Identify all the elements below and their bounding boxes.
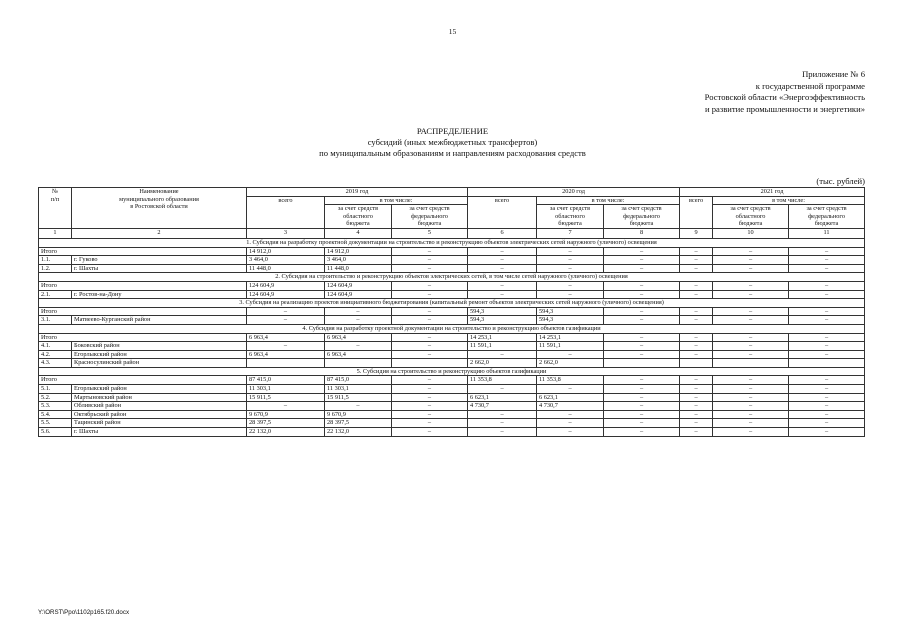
total-row — [39, 247, 865, 256]
value-cell: – — [247, 402, 325, 411]
column-number: 11 — [789, 228, 865, 238]
value-cell: – — [604, 256, 680, 265]
value-cell: – — [789, 264, 865, 273]
value-cell: – — [468, 410, 537, 419]
municipality-name: г. Шахты — [72, 264, 247, 273]
value-cell: – — [468, 428, 537, 437]
total-row — [39, 376, 865, 385]
value-cell: – — [604, 290, 680, 299]
value-cell: – — [468, 256, 537, 265]
value-cell: – — [789, 256, 865, 265]
value-cell: – — [789, 290, 865, 299]
value-cell: – — [468, 419, 537, 428]
value-cell: – — [713, 428, 789, 437]
value-cell: 11 353,8 — [537, 376, 604, 385]
section-row — [39, 273, 865, 282]
value-cell: – — [789, 350, 865, 359]
header-year-2020: 2020 год — [468, 188, 680, 197]
value-cell: 11 448,0 — [247, 264, 325, 273]
table-row — [39, 428, 865, 437]
title-heading: РАСПРЕДЕЛЕНИЕ — [416, 126, 489, 136]
value-cell: – — [392, 385, 468, 394]
value-cell: – — [604, 376, 680, 385]
value-cell: 124 604,9 — [325, 281, 392, 290]
value-cell: – — [680, 307, 713, 316]
row-label: Итого — [39, 376, 247, 385]
value-cell: – — [604, 350, 680, 359]
table-row — [39, 256, 865, 265]
row-number: 4.3. — [39, 359, 72, 368]
value-cell: – — [680, 402, 713, 411]
value-cell: – — [392, 428, 468, 437]
value-cell: – — [468, 264, 537, 273]
row-label: Итого — [39, 281, 247, 290]
value-cell: 11 303,1 — [247, 385, 325, 394]
value-cell: 22 132,0 — [247, 428, 325, 437]
table-row — [39, 316, 865, 325]
value-cell: – — [713, 281, 789, 290]
value-cell: 87 415,0 — [325, 376, 392, 385]
municipality-name: г. Шахты — [72, 428, 247, 437]
value-cell: 11 303,1 — [325, 385, 392, 394]
header-name: Наименование муниципального образования в Ростовской области — [72, 188, 247, 229]
value-cell: – — [604, 264, 680, 273]
table-row — [39, 264, 865, 273]
value-cell: – — [537, 419, 604, 428]
total-row — [39, 281, 865, 290]
column-number: 1 — [39, 228, 72, 238]
value-cell: – — [604, 281, 680, 290]
header-year-2021: 2021 год — [680, 188, 865, 197]
value-cell: – — [604, 402, 680, 411]
value-cell: – — [604, 410, 680, 419]
value-cell: – — [392, 393, 468, 402]
value-cell: 87 415,0 — [247, 376, 325, 385]
table-row — [39, 402, 865, 411]
value-cell — [392, 359, 468, 368]
value-cell: – — [789, 402, 865, 411]
value-cell: – — [789, 393, 865, 402]
value-cell — [713, 359, 789, 368]
value-cell: 124 604,9 — [325, 290, 392, 299]
value-cell: – — [713, 307, 789, 316]
value-cell: – — [537, 264, 604, 273]
value-cell: – — [680, 419, 713, 428]
value-cell: – — [680, 350, 713, 359]
column-number: 5 — [392, 228, 468, 238]
value-cell: 6 963,4 — [247, 333, 325, 342]
value-cell: – — [680, 264, 713, 273]
value-cell: – — [604, 307, 680, 316]
value-cell: – — [468, 290, 537, 299]
value-cell: – — [247, 316, 325, 325]
value-cell: – — [680, 316, 713, 325]
value-cell: 15 911,5 — [247, 393, 325, 402]
value-cell: 4 730,7 — [537, 402, 604, 411]
column-number: 9 — [680, 228, 713, 238]
value-cell: – — [392, 402, 468, 411]
header-total: всего — [680, 196, 713, 228]
value-cell: – — [713, 247, 789, 256]
value-cell: – — [468, 350, 537, 359]
header-incl: в том числе: — [537, 196, 680, 205]
value-cell: – — [392, 316, 468, 325]
value-cell: – — [604, 385, 680, 394]
value-cell: – — [680, 410, 713, 419]
value-cell: – — [537, 428, 604, 437]
section-title: 4. Субсидия на разработку проектной документации на строительство и реконструкцию объектов газификации — [39, 324, 865, 333]
value-cell: – — [713, 350, 789, 359]
column-numbers-row — [39, 228, 865, 238]
value-cell: – — [537, 290, 604, 299]
value-cell: – — [713, 333, 789, 342]
municipality-name: Красносулинский район — [72, 359, 247, 368]
column-number: 4 — [325, 228, 392, 238]
value-cell: – — [325, 316, 392, 325]
table-row — [39, 419, 865, 428]
table-body — [39, 238, 865, 436]
table-row — [39, 410, 865, 419]
header-regional: за счет средств областного бюджета — [713, 205, 789, 229]
value-cell: 14 253,1 — [537, 333, 604, 342]
value-cell: – — [680, 333, 713, 342]
value-cell: – — [713, 290, 789, 299]
municipality-name: Мартыновский район — [72, 393, 247, 402]
table-row — [39, 385, 865, 394]
value-cell: 2 662,0 — [537, 359, 604, 368]
table-row — [39, 350, 865, 359]
row-number: 5.4. — [39, 410, 72, 419]
value-cell: – — [325, 402, 392, 411]
distribution-table — [38, 187, 865, 437]
page-number: 15 — [448, 27, 457, 36]
section-title: 5. Субсидия на строительство и реконструкцию объектов газификации — [39, 367, 865, 376]
header-total: всего — [468, 196, 537, 228]
value-cell: 594,3 — [468, 307, 537, 316]
row-number: 5.6. — [39, 428, 72, 437]
value-cell: 6 963,4 — [247, 350, 325, 359]
annex-line: Ростовской области «Энергоэффективность — [704, 92, 865, 102]
header-year-2019: 2019 год — [247, 188, 468, 197]
municipality-name: Обливский район — [72, 402, 247, 411]
value-cell: – — [713, 385, 789, 394]
value-cell: – — [537, 385, 604, 394]
municipality-name: Егорлыкский район — [72, 385, 247, 394]
header-incl: в том числе: — [325, 196, 468, 205]
value-cell: 6 963,4 — [325, 333, 392, 342]
value-cell: – — [713, 316, 789, 325]
value-cell: – — [789, 419, 865, 428]
value-cell: 9 670,9 — [247, 410, 325, 419]
value-cell: – — [392, 307, 468, 316]
value-cell: – — [468, 281, 537, 290]
header-regional: за счет средств областного бюджета — [325, 205, 392, 229]
header-federal: за счет средств федерального бюджета — [789, 205, 865, 229]
value-cell: – — [537, 410, 604, 419]
row-label: Итого — [39, 333, 247, 342]
value-cell: 594,3 — [537, 316, 604, 325]
column-number: 6 — [468, 228, 537, 238]
value-cell: – — [537, 350, 604, 359]
municipality-name: г. Ростов-на-Дону — [72, 290, 247, 299]
value-cell: – — [537, 256, 604, 265]
municipality-name: Тацинский район — [72, 419, 247, 428]
value-cell: – — [392, 247, 468, 256]
value-cell: – — [468, 385, 537, 394]
value-cell: 4 730,7 — [468, 402, 537, 411]
value-cell: 3 464,0 — [325, 256, 392, 265]
row-number: 1.1. — [39, 256, 72, 265]
section-row — [39, 367, 865, 376]
value-cell: – — [392, 290, 468, 299]
value-cell: 124 604,9 — [247, 290, 325, 299]
value-cell: – — [392, 264, 468, 273]
value-cell: – — [392, 281, 468, 290]
file-path: Y:\ORST\Ppo\1102p165.f20.docx — [38, 609, 130, 616]
annex-block — [705, 69, 865, 115]
value-cell: – — [713, 402, 789, 411]
value-cell: – — [392, 256, 468, 265]
row-label: Итого — [39, 307, 247, 316]
annex-line: к государственной программе — [755, 80, 865, 91]
value-cell: – — [537, 247, 604, 256]
value-cell: 28 397,5 — [325, 419, 392, 428]
column-number: 2 — [72, 228, 247, 238]
section-title: 1. Субсидия на разработку проектной документации на строительство и реконструкцию объектов электрических сетей наружного (уличного) освещения — [39, 238, 865, 247]
header-no: № п/п — [39, 188, 72, 229]
value-cell: – — [680, 290, 713, 299]
value-cell: – — [392, 350, 468, 359]
value-cell: 14 253,1 — [468, 333, 537, 342]
value-cell: – — [680, 281, 713, 290]
value-cell: – — [713, 410, 789, 419]
row-number: 5.1. — [39, 385, 72, 394]
section-title: 2. Субсидия на строительство и реконструкцию объектов электрических сетей, в том числе сетей наружного (уличного) освещения — [39, 273, 865, 282]
total-row — [39, 333, 865, 342]
value-cell: – — [680, 376, 713, 385]
value-cell: – — [392, 410, 468, 419]
value-cell: 15 911,5 — [325, 393, 392, 402]
value-cell: 124 604,9 — [247, 281, 325, 290]
table-row — [39, 393, 865, 402]
value-cell: – — [789, 316, 865, 325]
value-cell: – — [680, 256, 713, 265]
value-cell: – — [392, 376, 468, 385]
value-cell — [325, 359, 392, 368]
section-title: 3. Субсидия на реализацию проектов инициативного бюджетирования (капитальный ремонт объектов электрических сетей наружного (уличного) освещения) — [39, 299, 865, 308]
value-cell: – — [680, 393, 713, 402]
value-cell: – — [680, 342, 713, 351]
column-number: 10 — [713, 228, 789, 238]
table-row — [39, 359, 865, 368]
value-cell: – — [680, 428, 713, 437]
value-cell: – — [325, 307, 392, 316]
municipality-name: Боковский район — [72, 342, 247, 351]
annex-line: и развитие промышленности и энергетики» — [704, 103, 865, 114]
value-cell: – — [604, 428, 680, 437]
section-row — [39, 299, 865, 308]
section-row — [39, 324, 865, 333]
value-cell: – — [713, 256, 789, 265]
value-cell: – — [713, 393, 789, 402]
value-cell: – — [789, 385, 865, 394]
table-header — [39, 188, 865, 239]
header-incl: в том числе: — [713, 196, 865, 205]
value-cell — [680, 359, 713, 368]
value-cell: – — [713, 376, 789, 385]
document-title — [0, 126, 905, 159]
column-number: 3 — [247, 228, 325, 238]
value-cell: 28 397,5 — [247, 419, 325, 428]
header-regional: за счет средств областного бюджета — [537, 205, 604, 229]
value-cell: – — [713, 419, 789, 428]
value-cell: – — [680, 385, 713, 394]
column-number: 8 — [604, 228, 680, 238]
value-cell — [247, 359, 325, 368]
value-cell: 3 464,0 — [247, 256, 325, 265]
row-label: Итого — [39, 247, 247, 256]
value-cell: 6 623,1 — [537, 393, 604, 402]
value-cell: – — [789, 333, 865, 342]
row-number: 2.1. — [39, 290, 72, 299]
value-cell: – — [325, 342, 392, 351]
municipality-name: г. Гуково — [72, 256, 247, 265]
value-cell: – — [680, 247, 713, 256]
header-federal: за счет средств федерального бюджета — [392, 205, 468, 229]
row-number: 1.2. — [39, 264, 72, 273]
value-cell: – — [789, 307, 865, 316]
municipality-name: Егорлыкский район — [72, 350, 247, 359]
header-total: всего — [247, 196, 325, 228]
value-cell: – — [789, 281, 865, 290]
header-federal: за счет средств федерального бюджета — [604, 205, 680, 229]
value-cell: – — [604, 419, 680, 428]
value-cell: – — [468, 247, 537, 256]
value-cell: 594,3 — [468, 316, 537, 325]
value-cell: – — [604, 333, 680, 342]
municipality-name: Матвеево-Курганский район — [72, 316, 247, 325]
value-cell: – — [604, 342, 680, 351]
municipality-name: Октябрьский район — [72, 410, 247, 419]
value-cell: 11 591,1 — [468, 342, 537, 351]
value-cell: – — [392, 333, 468, 342]
value-cell: – — [789, 428, 865, 437]
value-cell: – — [392, 342, 468, 351]
row-number: 4.2. — [39, 350, 72, 359]
value-cell: 594,3 — [537, 307, 604, 316]
value-cell: – — [789, 342, 865, 351]
section-row — [39, 238, 865, 247]
value-cell: – — [789, 410, 865, 419]
title-subline: субсидий (иных межбюджетных трансфертов) — [367, 137, 538, 147]
row-number: 5.3. — [39, 402, 72, 411]
column-number: 7 — [537, 228, 604, 238]
value-cell: – — [604, 316, 680, 325]
value-cell: – — [392, 419, 468, 428]
value-cell — [604, 359, 680, 368]
value-cell: – — [789, 376, 865, 385]
table-row — [39, 290, 865, 299]
value-cell: 9 670,9 — [325, 410, 392, 419]
value-cell — [789, 359, 865, 368]
value-cell: 11 353,8 — [468, 376, 537, 385]
title-subline: по муниципальным образованиям и направлениям расходования средств — [319, 148, 586, 158]
row-number: 5.2. — [39, 393, 72, 402]
table-row — [39, 342, 865, 351]
total-row — [39, 307, 865, 316]
value-cell: – — [247, 307, 325, 316]
value-cell: 14 912,0 — [247, 247, 325, 256]
units-label: (тыс. рублей) — [816, 176, 865, 186]
value-cell: – — [537, 281, 604, 290]
value-cell: – — [789, 247, 865, 256]
value-cell: – — [713, 342, 789, 351]
value-cell: – — [713, 264, 789, 273]
annex-line: Приложение № 6 — [802, 69, 865, 79]
value-cell: 14 912,0 — [325, 247, 392, 256]
value-cell: – — [247, 342, 325, 351]
value-cell: – — [604, 393, 680, 402]
value-cell: 6 623,1 — [468, 393, 537, 402]
value-cell: 11 448,0 — [325, 264, 392, 273]
row-number: 5.5. — [39, 419, 72, 428]
row-number: 3.1. — [39, 316, 72, 325]
value-cell: 22 132,0 — [325, 428, 392, 437]
row-number: 4.1. — [39, 342, 72, 351]
value-cell: 6 963,4 — [325, 350, 392, 359]
value-cell: 11 591,1 — [537, 342, 604, 351]
value-cell: – — [604, 247, 680, 256]
value-cell: 2 662,0 — [468, 359, 537, 368]
